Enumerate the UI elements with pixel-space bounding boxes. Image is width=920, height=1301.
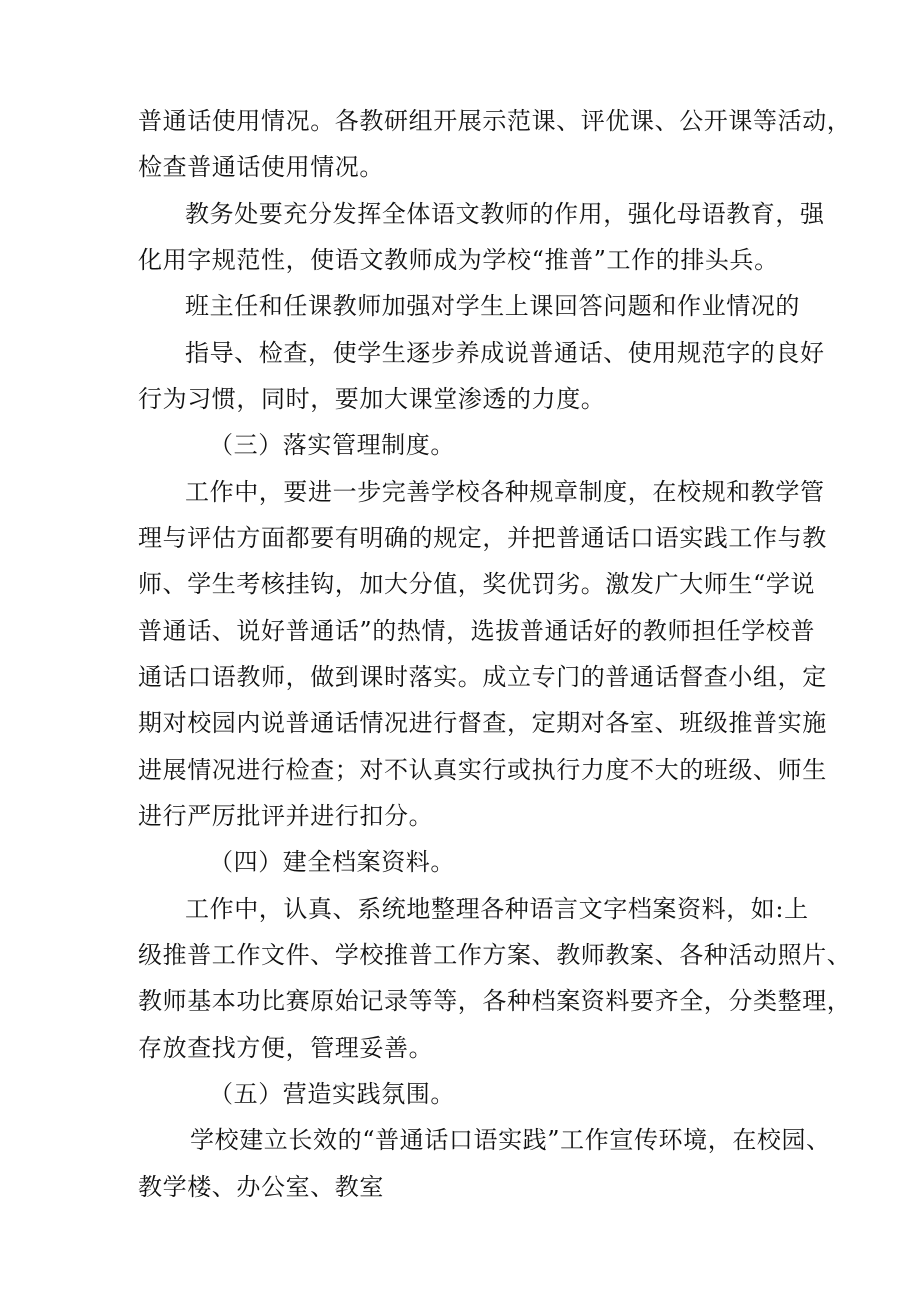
paragraph-start-line: 学校建立长效的“普通话口语实践”工作宣传环境，在校园、	[190, 1126, 831, 1154]
paragraph-start-line: 教务处要充分发挥全体语文教师的作用，强化母语教育，强	[185, 200, 825, 228]
text-line: 存放查找方便，管理妥善。	[138, 1034, 434, 1062]
text-line: 师、学生考核挂钩，加大分值，奖优罚劣。激发广大师生“学说	[138, 570, 816, 598]
text-line: 检查普通话使用情况。	[138, 153, 384, 181]
text-line: 教学楼、办公室、教室	[138, 1173, 384, 1201]
paragraph-start-line: 工作中，认真、系统地整理各种语言文字档案资料，如:上	[185, 895, 809, 923]
section-heading: （四）建全档案资料。	[209, 848, 455, 876]
text-line: 化用字规范性，使语文教师成为学校“推普”工作的排头兵。	[138, 246, 779, 274]
text-line: 期对校园内说普通话情况进行督查，定期对各室、班级推普实施	[138, 709, 827, 737]
text-line: 教师基本功比赛原始记录等等，各种档案资料要齐全，分类整理，	[138, 987, 852, 1015]
text-line: 指导、检查，使学生逐步养成说普通话、使用规范字的良好	[185, 339, 825, 367]
text-line: 普通话、说好普通话”的热情，选拔普通话好的教师担任学校普	[138, 617, 816, 645]
section-heading: （五）营造实践氛围。	[209, 1080, 455, 1108]
text-line: 进展情况进行检查；对不认真实行或执行力度不大的班级、师生	[138, 756, 827, 784]
text-line: 进行严厉批评并进行扣分。	[138, 802, 434, 830]
section-heading: （三）落实管理制度。	[209, 431, 455, 459]
text-line: 级推普工作文件、学校推普工作方案、教师教案、各种活动照片、	[138, 941, 852, 969]
paragraph-start-line: 工作中，要进一步完善学校各种规章制度，在校规和教学管	[185, 478, 825, 506]
text-line: 通话口语教师，做到课时落实。成立专门的普通话督查小组，定	[138, 663, 827, 691]
text-line: 普通话使用情况。各教研组开展示范课、评优课、公开课等活动，	[138, 107, 852, 135]
paragraph-start-line: 班主任和任课教师加强对学生上课回答问题和作业情况的	[185, 292, 800, 320]
text-line: 理与评估方面都要有明确的规定，并把普通话口语实践工作与教	[138, 524, 827, 552]
text-line: 行为习惯，同时，要加大课堂渗透的力度。	[138, 385, 606, 413]
